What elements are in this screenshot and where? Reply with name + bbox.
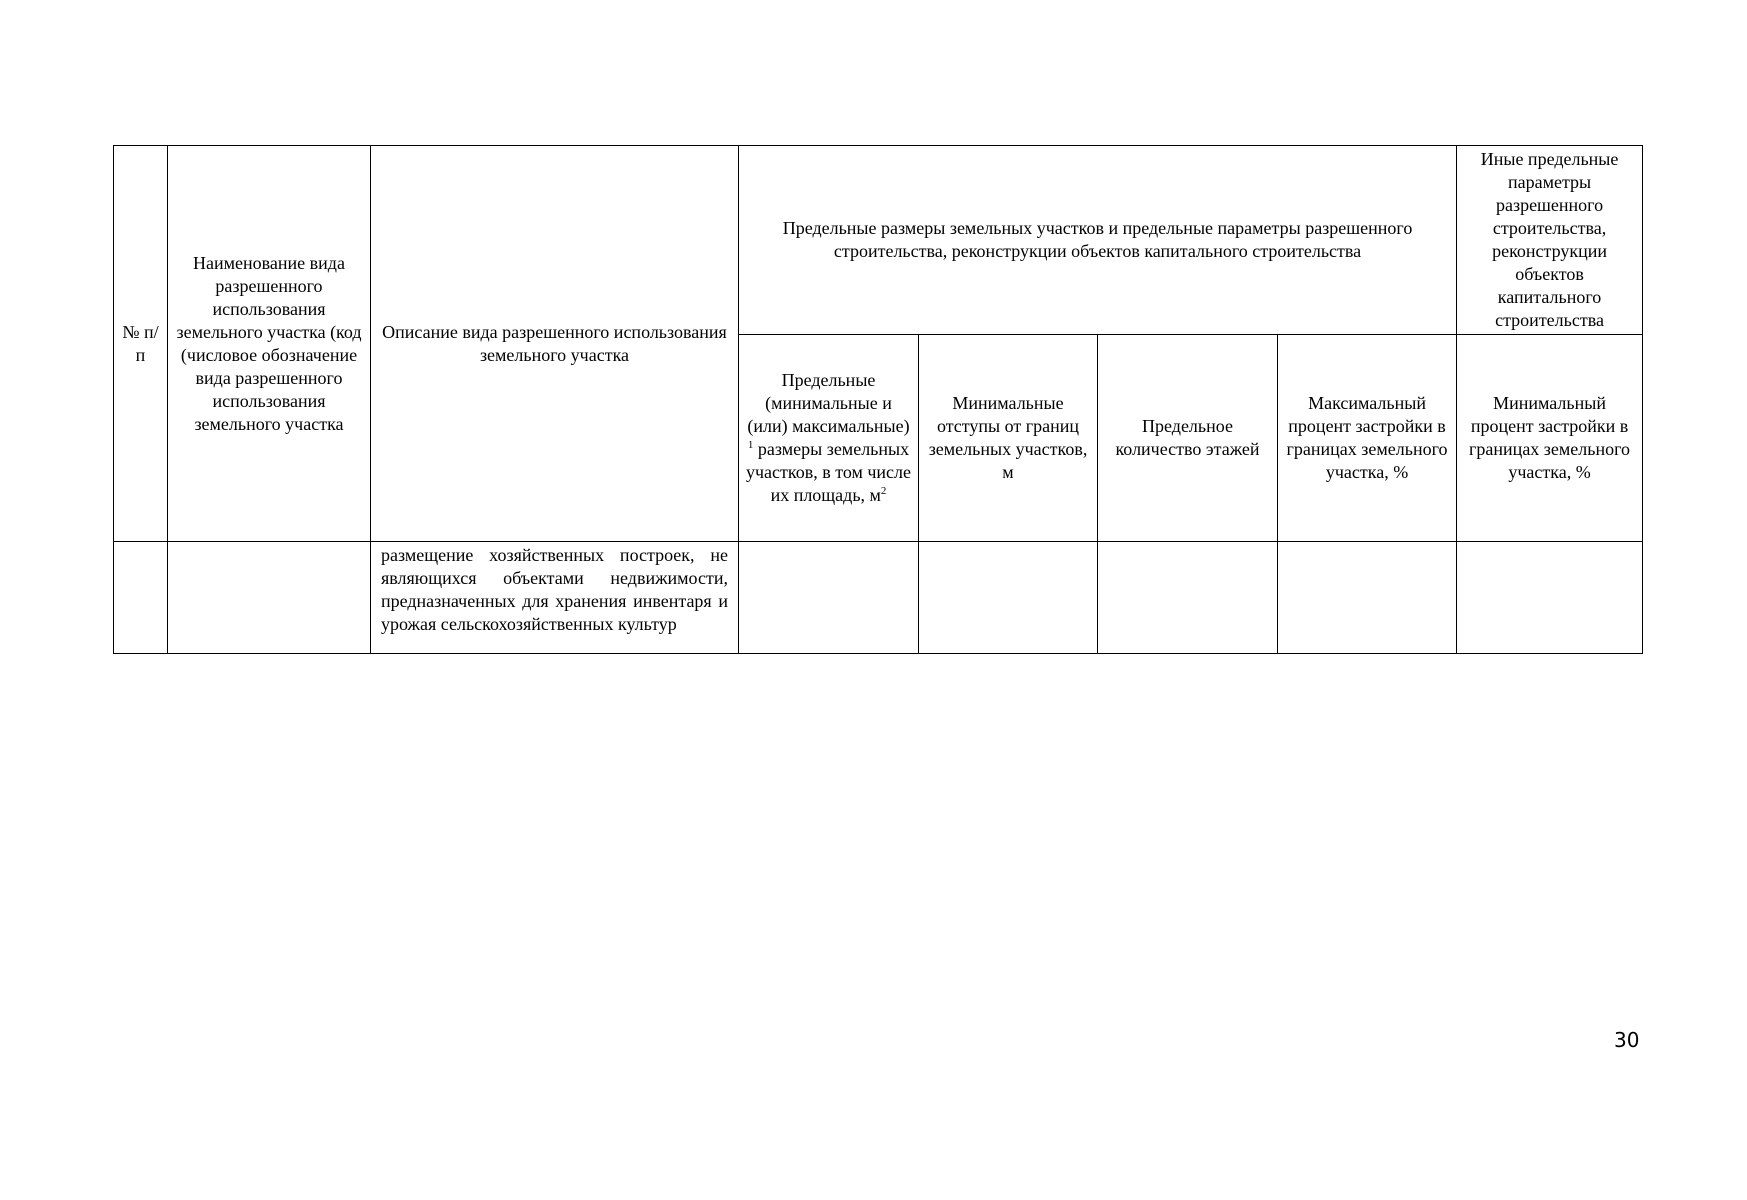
cell-max-percent <box>1278 542 1457 654</box>
header-num: № п/п <box>114 146 168 542</box>
header-plot-sizes-text-2: размеры земельных участков, в том числе их площадь, м <box>745 439 912 505</box>
header-use-description: Описание вида разрешенного использования земельного участка <box>371 146 739 542</box>
table-header-row-1 <box>114 146 1643 335</box>
header-setbacks: Минимальные отступы от границ земельных участков, м <box>919 335 1098 542</box>
header-use-name: Наименование вида разрешенного использования земельного участка (код (числовое обозначение вида разрешенного использования земельного участка <box>168 146 371 542</box>
table-row <box>114 542 1643 654</box>
footnote-marker: 1 <box>747 439 754 451</box>
header-plot-sizes-text: Предельные (минимальные и (или) максимальные) <box>747 370 910 436</box>
zoning-parameters-table <box>113 145 1643 654</box>
header-min-percent: Минимальный процент застройки в границах земельного участка, % <box>1457 335 1643 542</box>
cell-plot-sizes <box>739 542 919 654</box>
cell-use-description: размещение хозяйственных построек, не являющихся объектами недвижимости, предназначенных для хранения инвентаря и урожая сельскохозяйственных культур <box>371 542 739 654</box>
header-plot-sizes <box>739 335 919 542</box>
cell-floors <box>1098 542 1278 654</box>
cell-use-name <box>168 542 371 654</box>
cell-setbacks <box>919 542 1098 654</box>
header-floors: Предельное количество этажей <box>1098 335 1278 542</box>
header-other-parameters: Иные предельные параметры разрешенного строительства, реконструкции объектов капитального строительства <box>1457 146 1643 335</box>
cell-min-percent <box>1457 542 1643 654</box>
header-limits-group: Предельные размеры земельных участков и предельные параметры разрешенного строительства, реконструкции объектов капитального строительства <box>739 146 1457 335</box>
cell-num <box>114 542 168 654</box>
header-max-percent: Максимальный процент застройки в границах земельного участка, % <box>1278 335 1457 542</box>
page-number: 30 <box>1614 1028 1640 1052</box>
superscript-two: 2 <box>880 485 887 497</box>
